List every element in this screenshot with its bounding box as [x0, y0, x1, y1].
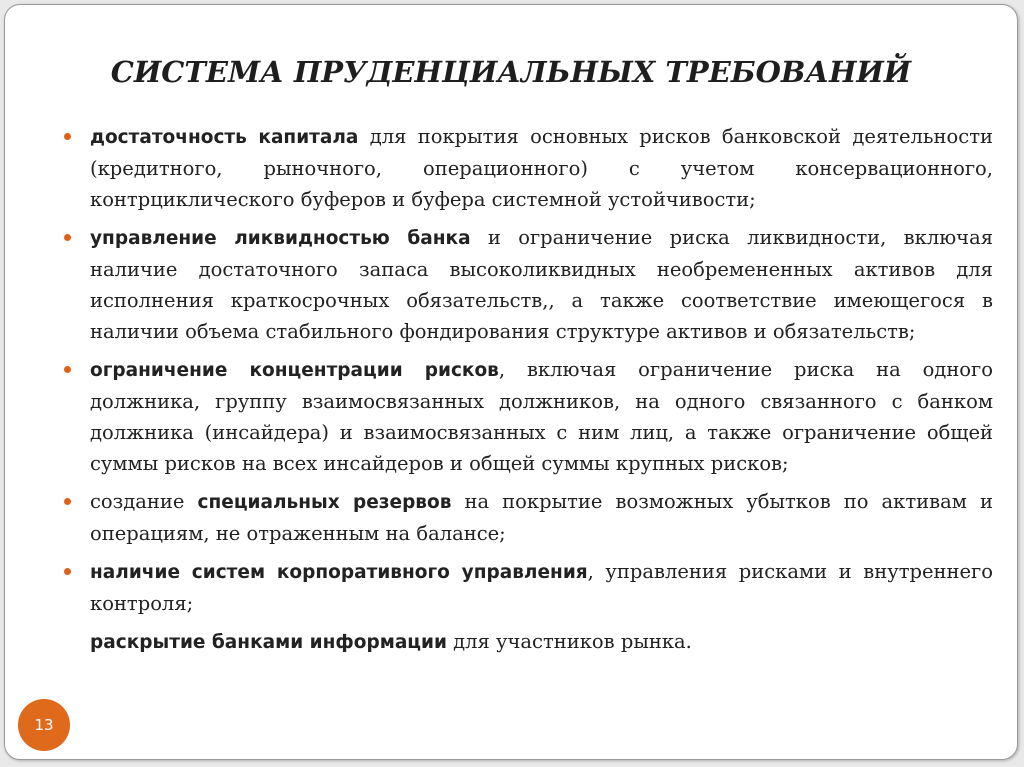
- page-number-badge: 13: [18, 699, 70, 751]
- list-item: [61, 486, 993, 549]
- item-text: и ограничение риска ликвидности, включая наличие достаточного запаса высоколиквидных необремененных активов для исполнения краткосрочных обязательств,, а также соответствие имеющегося в наличии объема стабильного фондирования структуре активов и обязательств;: [90, 226, 993, 343]
- slide-title: СИСТЕМА ПРУДЕНЦИАЛЬНЫХ ТРЕБОВАНИЙ: [110, 55, 912, 89]
- item-bold-term: наличие систем корпоративного управления: [90, 562, 588, 583]
- bullet-icon: [64, 234, 71, 241]
- requirements-list: [61, 121, 993, 665]
- item-text: для покрытия основных рисков банковской деятельности (кредитного, рыночного, операционного) с учетом консервационного, контрциклического буферов и буфера системной устойчивости;: [90, 125, 993, 211]
- bullet-icon: [64, 366, 71, 373]
- bullet-icon: [64, 498, 71, 505]
- item-bold-term: специальных резервов: [197, 492, 452, 513]
- list-item: [61, 626, 993, 658]
- item-bold-term: раскрытие банками информации: [90, 632, 447, 653]
- list-item: [61, 556, 993, 619]
- item-text: , управления рисками и внутреннего контроля;: [90, 560, 993, 615]
- item-text: для участников рынка.: [446, 630, 692, 653]
- list-item: [61, 121, 993, 215]
- bullet-icon: [64, 568, 71, 575]
- slide: [4, 4, 1018, 760]
- list-item: [61, 354, 993, 479]
- item-text: , включая ограничение риска на одного должника, группу взаимосвязанных должников, на одного связанного с банком должника (инсайдера) и взаимосвязанных с ним лиц, а также ограничение общей суммы рисков на всех инсайдеров и общей суммы крупных рисков;: [90, 358, 994, 475]
- item-bold-term: ограничение концентрации рисков: [90, 360, 499, 381]
- list-item: [61, 222, 993, 347]
- item-bold-term: управление ликвидностью банка: [90, 228, 471, 249]
- bullet-icon: [64, 133, 71, 140]
- item-bold-term: достаточность капитала: [90, 127, 359, 148]
- item-prefix: создание: [90, 490, 198, 513]
- item-text: на покрытие возможных убытков по активам и операциям, не отраженным на балансе;: [90, 490, 993, 545]
